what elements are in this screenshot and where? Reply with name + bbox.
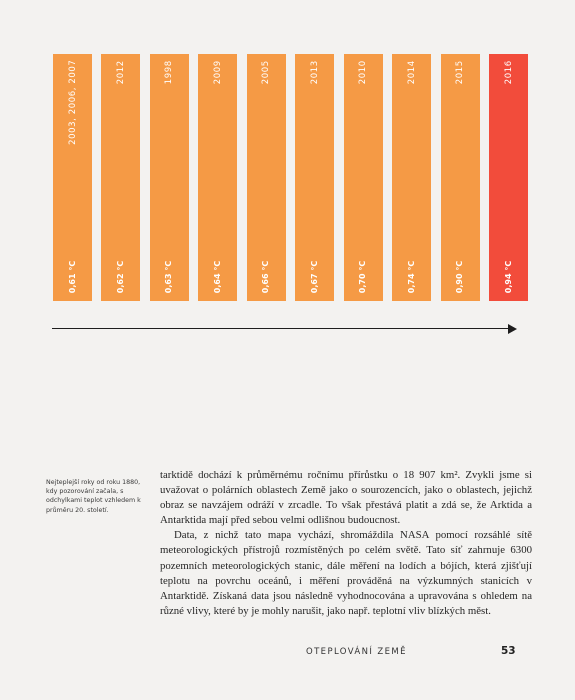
figure-caption: Nejteplejší roky od roku 1880, kdy pozorování začala, s odchylkami teplot vzhledem k průměru 20. století. (46, 479, 141, 514)
bar-value-label: 0,66 °C (261, 260, 271, 294)
chart-bar (344, 54, 383, 301)
bar-year-label: 1998 (164, 59, 175, 84)
axis-line (52, 328, 509, 329)
chart-bar (295, 54, 334, 301)
bar-value-label: 0,67 °C (309, 260, 319, 294)
running-footer-title: OTEPLOVÁNÍ ZEMĚ (306, 647, 407, 657)
bar-year-label: 2003, 2006, 2007 (67, 59, 78, 145)
bar-year-label: 2015 (454, 59, 465, 84)
bar-year-label: 2013 (309, 59, 320, 84)
chart-bar (53, 54, 92, 301)
chart-bar (247, 54, 286, 301)
bar-year-label: 2014 (406, 59, 417, 84)
page-number: 53 (501, 645, 516, 657)
bar-value-label: 0,94 °C (503, 260, 513, 294)
chart-bar (489, 54, 528, 301)
warmest-years-chart (0, 0, 575, 340)
bar-value-label: 0,64 °C (212, 260, 222, 294)
bar-year-label: 2009 (212, 59, 223, 84)
chart-bar (198, 54, 237, 301)
body-text (160, 468, 532, 619)
bar-value-label: 0,63 °C (164, 260, 174, 294)
bar-year-label: 2012 (115, 59, 126, 84)
bar-value-label: 0,61 °C (67, 260, 77, 294)
body-paragraph: tarktidě dochází k průměrnému ročnímu přírůstku o 18 907 km². Zvykli jsme si uvažovat o polárních oblastech Země jako o sourozencích, jako o oblastech, jejichž obraz se navzájem odráží v zrcadle. To však přestává platit a zdá se, že Arktida a Antarktida mají před sebou velmi odlišnou budoucnost. (160, 469, 532, 527)
chart-bar (150, 54, 189, 301)
bar-value-label: 0,70 °C (358, 260, 368, 294)
bar-year-label: 2005 (261, 59, 272, 84)
chart-bar (392, 54, 431, 301)
bar-year-label: 2010 (357, 59, 368, 84)
bar-value-label: 0,90 °C (455, 260, 465, 294)
bar-year-label: 2016 (503, 59, 514, 84)
bar-value-label: 0,74 °C (406, 260, 416, 294)
chart-bar (101, 54, 140, 301)
body-paragraph: Data, z nichž tato mapa vychází, shromáždila NASA pomocí rozsáhlé sítě meteorologických přístrojů rozmístěných po celém světě. Tato síť zahrnuje 6300 pozemních meteorologických stanic, dále měření na lodích a bójích, která zjišťují teplotu na povrchu oceánů, i měření prováděná na výzkumných stanicích v Antarktidě. Získaná data jsou následně vyhodnocována a upravována s ohledem na různé vlivy, které by je mohly narušit, jako např. teplotní vliv blízkých měst. (160, 529, 532, 617)
bar-value-label: 0,62 °C (115, 260, 125, 294)
chart-axis-arrow (52, 324, 517, 334)
chart-bar (441, 54, 480, 301)
axis-arrowhead (508, 324, 517, 334)
